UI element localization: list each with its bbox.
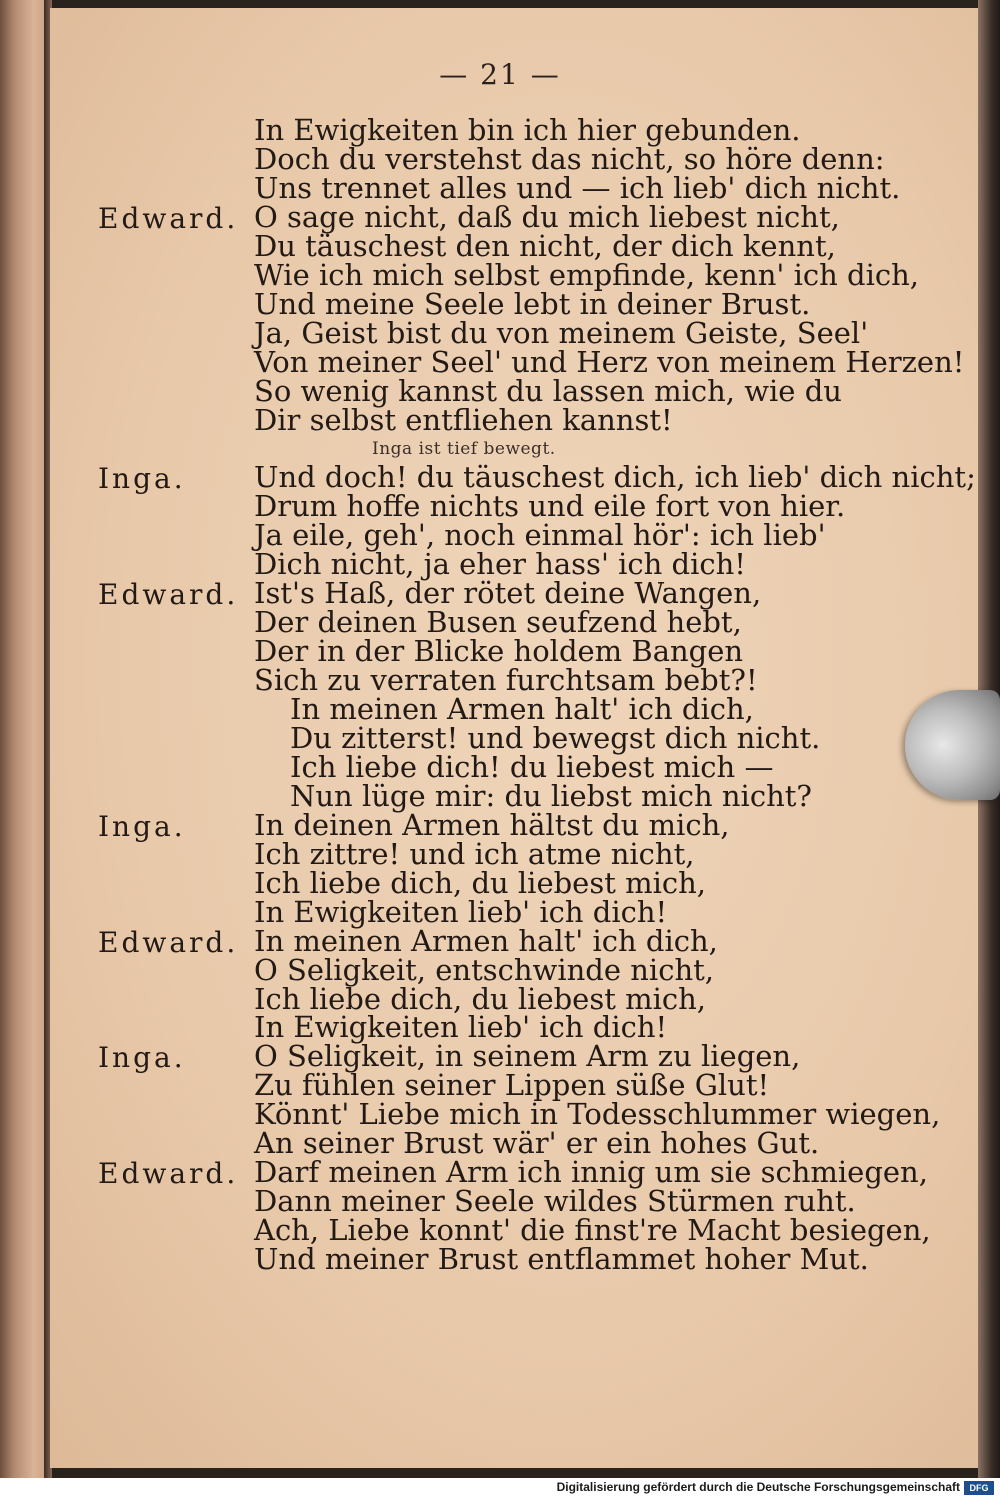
verse-line: Ich liebe dich! du liebest mich — (290, 749, 774, 784)
verse-line: In meinen Armen halt' ich dich, (290, 692, 754, 726)
verse-line: Ich liebe dich, du liebest mich, (254, 981, 707, 1016)
verse-line: Ich liebe dich, du liebest mich, (254, 865, 707, 900)
verse-line: O Seligkeit, entschwinde nicht, (254, 952, 714, 987)
footer-bar (0, 1478, 1000, 1498)
verse-line: Ich zittre! und ich atme nicht, (254, 836, 695, 871)
verse-line: An seiner Brust wär' er ein hohes Gut. (254, 1126, 820, 1161)
speaker-name: Edward. (98, 1157, 239, 1191)
verse-line: Von meiner Seel' und Herz von meinem Herzen! (254, 344, 965, 379)
verse-line: O Seligkeit, in seinem Arm zu liegen, (254, 1039, 801, 1074)
verse-line: Ach, Liebe konnt' die finst're Macht besiegen, (254, 1213, 931, 1248)
verse-line: In deinen Armen hältst du mich, (254, 807, 730, 842)
verse-line: Uns trennet alles und — ich lieb' dich nicht. (254, 170, 901, 205)
verse-line: Ja, Geist bist du von meinem Geiste, Seel' (254, 315, 869, 350)
stage-direction: Inga ist tief bewegt. (372, 439, 556, 460)
verse-line: In meinen Armen halt' ich dich, (254, 923, 718, 958)
page-number: — 21 — (439, 58, 561, 91)
verse-line: Zu fühlen seiner Lippen süße Glut! (254, 1068, 770, 1103)
verse-line: Sich zu verraten furchtsam bebt?! (254, 663, 758, 698)
speaker-name: Inga. (98, 809, 186, 843)
funding-note: Digitalisierung gefördert durch die Deutsche Forschungsgemeinschaft (556, 1480, 960, 1494)
verse-line: In Ewigkeiten lieb' ich dich! (254, 894, 668, 929)
verse-line: O sage nicht, daß du mich liebest nicht, (254, 199, 840, 234)
verse-line: Und doch! du täuschest dich, ich lieb' dich nicht; (254, 460, 976, 495)
verse-line: Darf meinen Arm ich innig um sie schmiegen, (254, 1155, 928, 1190)
verse-line: Drum hoffe nichts und eile fort von hier. (254, 489, 846, 524)
verse-line: So wenig kannst du lassen mich, wie du (254, 373, 842, 408)
verse-line: In Ewigkeiten bin ich hier gebunden. (254, 113, 801, 147)
verse-line: Ist's Haß, der rötet deine Wangen, (254, 576, 762, 611)
verse-line: Wie ich mich selbst empfinde, kenn' ich dich, (254, 257, 919, 292)
verse-line: In Ewigkeiten lieb' ich dich! (254, 1010, 668, 1045)
dfg-logo: DFG (964, 1481, 994, 1495)
speaker-name: Inga. (98, 462, 186, 496)
verse-line: Nun lüge mir: du liebst mich nicht? (290, 778, 812, 813)
verse-line: Doch du verstehst das nicht, so höre denn: (254, 141, 885, 176)
verse-line: Dich nicht, ja eher hass' ich dich! (254, 547, 746, 582)
verse-line: Und meine Seele lebt in deiner Brust. (254, 286, 811, 321)
verse-line: Du täuschest den nicht, der dich kennt, (254, 228, 836, 263)
speaker-name: Inga. (98, 1041, 186, 1075)
verse-line: Du zitterst! und bewegst dich nicht. (290, 720, 821, 755)
speaker-name: Edward. (98, 925, 239, 959)
book-spine (0, 0, 48, 1478)
verse-line: Ja eile, geh', noch einmal hör': ich lieb' (254, 518, 826, 553)
verse-line: Dann meiner Seele wildes Stürmen ruht. (254, 1184, 856, 1219)
verse-line: Der in der Blicke holdem Bangen (254, 634, 744, 669)
verse-line: Der deinen Busen seufzend hebt, (254, 605, 742, 640)
verse-line: Und meiner Brust entflammet hoher Mut. (254, 1242, 869, 1277)
speaker-name: Edward. (98, 578, 239, 612)
verse-line: Könnt' Liebe mich in Todesschlummer wiegen, (254, 1097, 941, 1132)
speaker-name: Edward. (98, 201, 239, 235)
verse-line: Dir selbst entfliehen kannst! (254, 402, 673, 437)
